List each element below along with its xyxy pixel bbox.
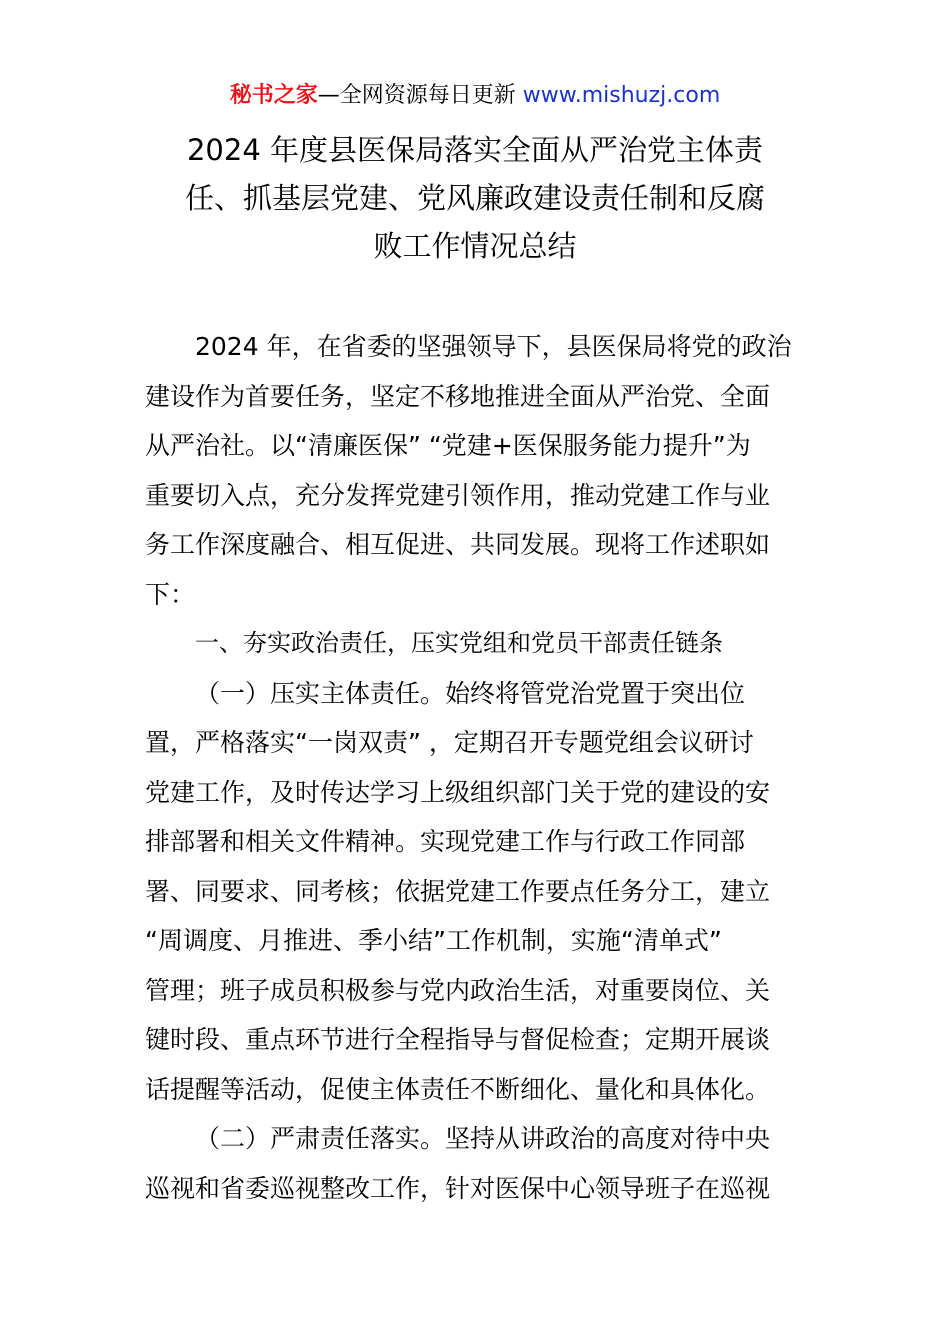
title-line: 任、抓基层党建、党风廉政建设责任制和反腐 xyxy=(184,181,765,215)
paragraph-line: 务工作深度融合、相互促进、共同发展。现将工作述职如 xyxy=(145,530,771,559)
paragraph-line: 从严治社。以“清廉医保” “党建+医保服务能力提升”为 xyxy=(145,431,751,460)
paragraph-line: 下： xyxy=(145,579,196,609)
title-line: 败工作情况总结 xyxy=(373,229,577,263)
section-heading: 一、夯实政治责任，压实党组和党员干部责任链条 xyxy=(195,629,723,657)
paragraph-line: 排部署和相关文件精神。实现党建工作与行政工作同部 xyxy=(145,827,746,856)
paragraph-line: （一）压实主体责任。始终将管党治党置于突出位 xyxy=(195,678,746,708)
site-tagline: —全网资源每日更新 xyxy=(317,83,523,108)
paragraph-line: 置，严格落实“一岗双责” ，定期召开专题党组会议研讨 xyxy=(145,728,754,757)
paragraph-line: 署、同要求、同考核；依据党建工作要点任务分工，建立 xyxy=(145,876,771,906)
paragraph-line: 建设作为首要任务，坚定不移地推进全面从严治党、全面 xyxy=(145,381,771,411)
paragraph-line: （二）严肃责任落实。坚持从讲政治的高度对待中央 xyxy=(195,1124,771,1153)
paragraph-line: 2024 年，在省委的坚强领导下，县医保局将党的政治 xyxy=(195,332,792,361)
paragraph-line: 话提醒等活动，促使主体责任不断细化、量化和具体化。 xyxy=(145,1074,771,1104)
site-name: 秘书之家 xyxy=(229,83,318,108)
site-url-link[interactable]: www.mishuzj.com xyxy=(522,83,721,108)
title-line: 2024 年度县医保局落实全面从严治党主体责 xyxy=(186,133,764,167)
paragraph-line: “周调度、月推进、季小结”工作机制，实施“清单式” xyxy=(145,926,722,955)
paragraph-line: 巡视和省委巡视整改工作，针对医保中心领导班子在巡视 xyxy=(145,1173,771,1203)
document-title xyxy=(145,126,805,270)
paragraph-line: 管理；班子成员积极参与党内政治生活，对重要岗位、关 xyxy=(145,975,771,1005)
paragraph-line: 党建工作，及时传达学习上级组织部门关于党的建设的安 xyxy=(145,777,771,807)
site-header xyxy=(0,80,950,112)
document-body xyxy=(145,322,805,1213)
paragraph-line: 键时段、重点环节进行全程指导与督促检查；定期开展谈 xyxy=(145,1025,771,1054)
paragraph-line: 重要切入点，充分发挥党建引领作用，推动党建工作与业 xyxy=(145,480,771,510)
